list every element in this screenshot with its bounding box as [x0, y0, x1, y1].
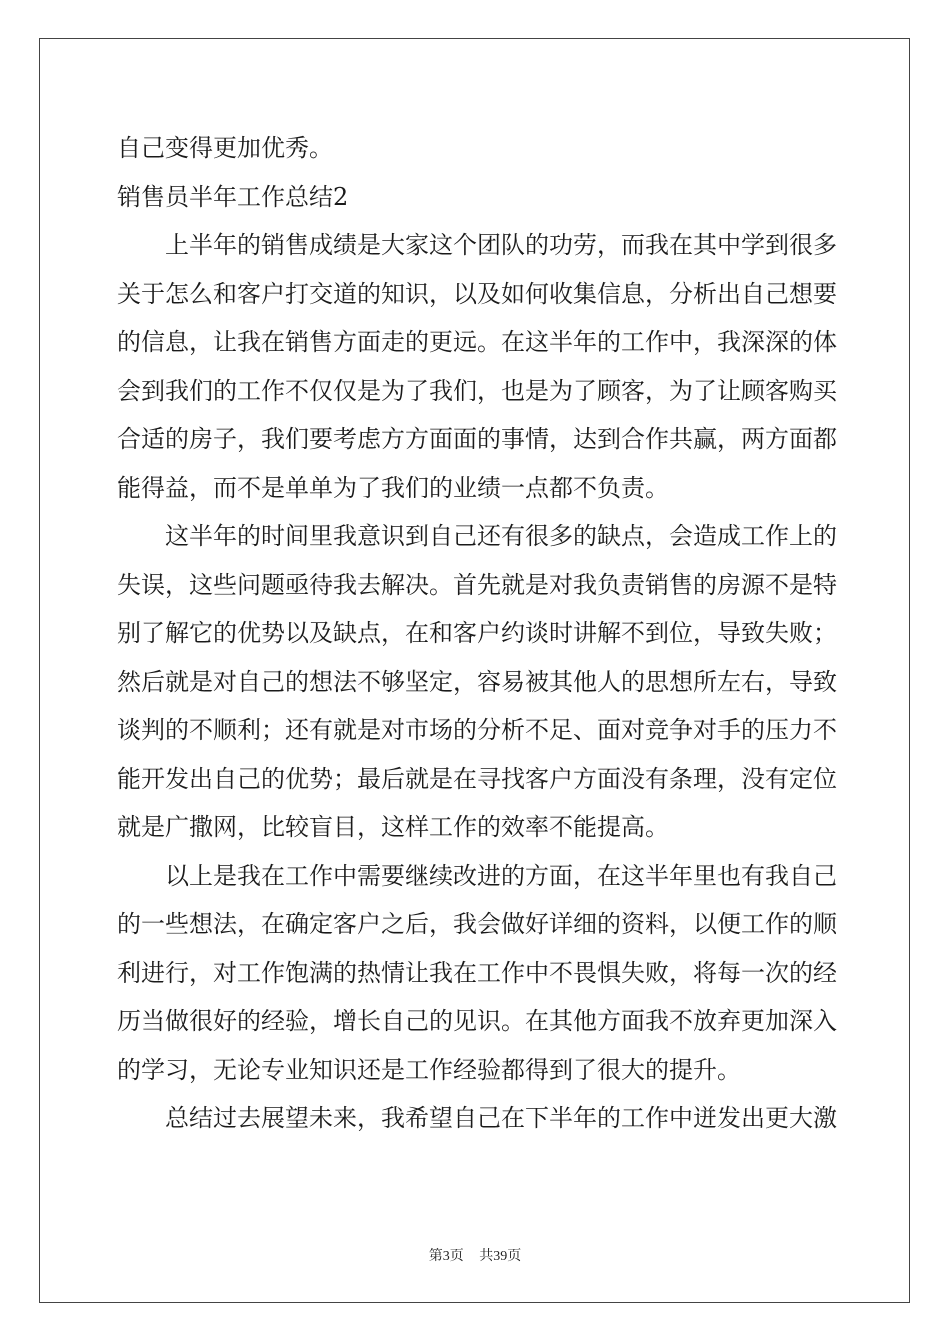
text-line: 合适的房子，我们要考虑方方面面的事情，达到合作共赢，两方面都 [117, 425, 837, 453]
text-line: 谈判的不顺利；还有就是对市场的分析不足、面对竞争对手的压力不 [117, 716, 837, 744]
text-line: 别了解它的优势以及缺点，在和客户约谈时讲解不到位，导致失败； [117, 619, 837, 647]
text-line: 能开发出自己的优势；最后就是在寻找客户方面没有条理，没有定位 [117, 764, 837, 793]
text-line: 历当做很好的经验，增长自己的见识。在其他方面我不放弃更加深入 [117, 1007, 837, 1035]
current-page-number: 第3页 [428, 1249, 464, 1264]
text-line: 然后就是对自己的想法不够坚定，容易被其他人的思想所左右，导致 [117, 667, 837, 696]
text-line: 以上是我在工作中需要继续改进的方面，在这半年里也有我自己 [165, 861, 837, 890]
text-line: 上半年的销售成绩是大家这个团队的功劳，而我在其中学到很多 [165, 231, 837, 259]
page-footer [0, 1245, 950, 1265]
text-line: 利进行，对工作饱满的热情让我在工作中不畏惧失败，将每一次的经 [117, 958, 837, 987]
text-line: 这半年的时间里我意识到自己还有很多的缺点，会造成工作上的 [165, 522, 837, 550]
text-line: 自己变得更加优秀。 [117, 134, 333, 162]
text-line: 失误，这些问题亟待我去解决。首先就是对我负责销售的房源不是特 [117, 570, 837, 599]
text-line: 总结过去展望未来，我希望自己在下半年的工作中迸发出更大激 [165, 1104, 837, 1132]
text-line: 会到我们的工作不仅仅是为了我们，也是为了顾客，为了让顾客购买 [117, 376, 837, 405]
document-body [117, 124, 837, 1143]
section-heading: 销售员半年工作总结2 [117, 182, 349, 211]
text-line: 就是广撒网，比较盲目，这样工作的效率不能提高。 [117, 813, 669, 841]
text-line: 关于怎么和客户打交道的知识，以及如何收集信息，分析出自己想要 [117, 279, 837, 308]
text-line: 能得益，而不是单单为了我们的业绩一点都不负责。 [117, 473, 669, 502]
total-page-count: 共39页 [479, 1249, 522, 1264]
text-line: 的学习，无论专业知识还是工作经验都得到了很大的提升。 [117, 1055, 741, 1084]
text-line: 的一些想法，在确定客户之后，我会做好详细的资料，以便工作的顺 [117, 910, 837, 938]
text-line: 的信息，让我在销售方面走的更远。在这半年的工作中，我深深的体 [117, 328, 837, 356]
